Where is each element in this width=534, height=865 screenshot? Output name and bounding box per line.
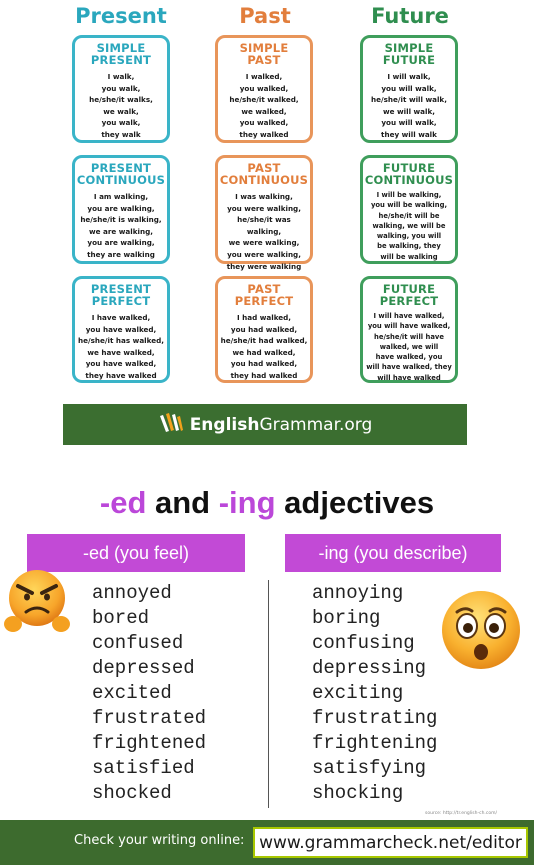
- card-future-perfect: [360, 276, 458, 383]
- title-ing: -ing: [218, 485, 276, 520]
- tense-column-header-present: Present: [75, 4, 167, 28]
- card-simple-future: [360, 35, 458, 143]
- list-item: shocking: [312, 782, 404, 804]
- ing-word-list: [312, 581, 437, 806]
- list-item: confusing: [312, 632, 415, 654]
- card-title: FUTURE PERFECT: [379, 282, 439, 308]
- card-body: I will have walked, you will have walked, he/she/it will have walked, we will have walked, you will have walked, they will have walked: [366, 312, 452, 382]
- card-body: I have walked, you have walked, he/she/it has walked, we have walked, you have walked, they have walked: [78, 313, 164, 380]
- brand-name-bold: English: [189, 414, 260, 435]
- list-item: bored: [92, 607, 150, 629]
- tense-column-header-past: Past: [239, 4, 291, 28]
- list-item: annoying: [312, 582, 404, 604]
- list-item: frustrated: [92, 707, 207, 729]
- card-title: PAST PERFECT: [234, 282, 294, 308]
- surprised-face-icon: [439, 588, 523, 676]
- title-rest: adjectives: [275, 485, 435, 520]
- card-title: PAST CONTINUOUS: [219, 161, 309, 187]
- ed-word-list: [92, 581, 206, 806]
- card-future-continuous: [360, 155, 458, 264]
- card-body: I will be walking, you will be walking, he/she/it will be walking, we will be walking, you will be walking, they will be walking: [370, 191, 448, 261]
- list-item: frustrating: [312, 707, 438, 729]
- footer-label: Check your writing online:: [74, 833, 245, 848]
- tense-column-header-future: Future: [371, 4, 449, 28]
- card-title: SIMPLE PRESENT: [90, 41, 152, 67]
- ed-column-header: -ed (you feel): [27, 534, 245, 572]
- card-body: I was walking, you were walking, he/she/it was walking, we were walking, you were walking, they were walking: [226, 192, 302, 271]
- editor-url-link[interactable]: www.grammarcheck.net/editor: [253, 827, 528, 858]
- list-item: exciting: [312, 682, 404, 704]
- englishgrammar-brand-bar[interactable]: [63, 404, 467, 445]
- ing-column-header: -ing (you describe): [285, 534, 501, 572]
- card-present-perfect: [72, 276, 170, 383]
- adjectives-title: [0, 485, 534, 521]
- source-credit: source: http://tr.english-ch.com/: [425, 811, 497, 816]
- book-logo-icon: [158, 412, 184, 438]
- list-item: frightening: [312, 732, 438, 754]
- brand-name-regular: Grammar.org: [259, 414, 373, 435]
- title-and: and: [146, 485, 219, 520]
- list-item: boring: [312, 607, 381, 629]
- angry-face-icon: [4, 566, 70, 640]
- list-item: frightened: [92, 732, 207, 754]
- card-body: I am walking, you are walking, he/she/it is walking, we are walking, you are walking, they are walking: [80, 192, 162, 259]
- column-divider: [268, 580, 269, 808]
- card-body: I had walked, you had walked, he/she/it had walked, we had walked, you had walked, they had walked: [220, 313, 308, 380]
- card-present-continuous: [72, 155, 170, 264]
- card-simple-present: [72, 35, 170, 143]
- card-title: SIMPLE FUTURE: [382, 41, 436, 67]
- card-past-continuous: [215, 155, 313, 271]
- list-item: shocked: [92, 782, 172, 804]
- list-item: depressed: [92, 657, 195, 679]
- list-item: satisfying: [312, 757, 427, 779]
- card-title: PRESENT CONTINUOUS: [76, 161, 166, 187]
- card-body: I will walk, you will walk, he/she/it will walk, we will walk, you will walk, they will walk: [371, 72, 447, 139]
- list-item: depressing: [312, 657, 427, 679]
- list-item: annoyed: [92, 582, 172, 604]
- card-title: FUTURE CONTINUOUS: [364, 161, 454, 187]
- title-ed: -ed: [99, 485, 147, 520]
- list-item: excited: [92, 682, 172, 704]
- card-body: I walked, you walked, he/she/it walked, we walked, you walked, they walked: [229, 72, 299, 139]
- list-item: satisfied: [92, 757, 195, 779]
- list-item: confused: [92, 632, 184, 654]
- card-title: SIMPLE PAST: [239, 41, 289, 67]
- card-simple-past: [215, 35, 313, 143]
- footer-bar: [0, 820, 534, 865]
- card-body: I walk, you walk, he/she/it walks, we walk, you walk, they walk: [89, 72, 153, 139]
- card-title: PRESENT PERFECT: [90, 282, 152, 308]
- card-past-perfect: [215, 276, 313, 383]
